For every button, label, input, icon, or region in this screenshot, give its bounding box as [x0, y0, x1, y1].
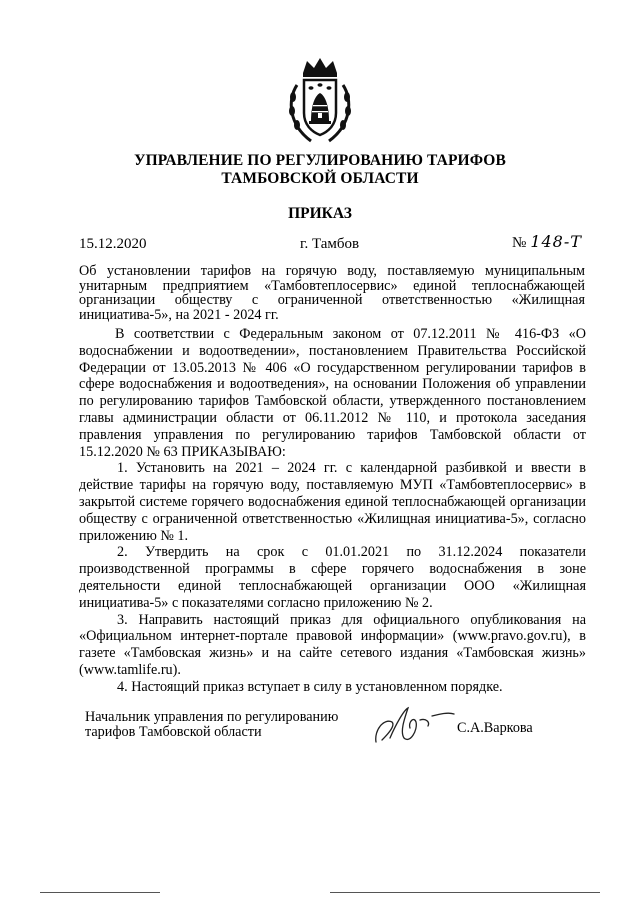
order-date: 15.12.2020 — [79, 236, 147, 252]
order-item-2: 2. Утвердить на срок с 01.01.2021 по 31.12.2024 показатели производственной программы в сфере горячего водоснабжения в зоне деятельности единой теплоснабжающей организации ООО «Жилищная инициатива-5» с показателями согласно приложению № 2. — [79, 544, 586, 611]
document-type-title: ПРИКАЗ — [288, 205, 352, 222]
order-item-4: 4. Настоящий приказ вступает в силу в установленном порядке. — [117, 678, 503, 695]
order-body — [79, 326, 586, 696]
order-item-3: 3. Направить настоящий приказ для официального опубликования на «Официальном интернет-портале правовой информации» (www.pravo.gov.ru), в газете «Тамбовская жизнь» и на сайте сетевого издания «Тамбовская жизнь» (www.tamlife.ru). — [79, 611, 586, 678]
signer-position-line1: Начальник управления по регулированию — [85, 709, 339, 725]
signer-position-line2: тарифов Тамбовской области — [85, 723, 262, 740]
signer-position — [85, 710, 338, 739]
scan-edge-line-left — [40, 892, 160, 893]
preamble-paragraph: В соответствии с Федеральным законом от 07.12.2011 № 416-ФЗ «О водоснабжении и водоотведении», постановлением Правительства Российской Федерации от 13.05.2013 № 406 «О государственном регулировании тарифов в сфере водоснабжения и водоотведения», на основании Положения об управлении по регулированию тарифов Тамбовской области, утвержденного постановлением главы администрации области от 06.11.2012 № 110, и протокола заседания правления управления по регулированию тарифов Тамбовской области от 15.12.2020 № 63 ПРИКАЗЫВАЮ: — [79, 326, 586, 460]
coat-of-arms-icon — [283, 55, 357, 147]
org-title-line1: УПРАВЛЕНИЕ ПО РЕГУЛИРОВАНИЮ ТАРИФОВ — [134, 152, 506, 169]
scan-edge-line-right — [330, 892, 600, 893]
order-subject: Об установлении тарифов на горячую воду, поставляемую муниципальным унитарным предприятием «Тамбовтеплосервис» единой теплоснабжающей организации обществу с ограниченной ответственностью «Жилищная инициатива-5», на 2021 - 2024 гг. — [79, 263, 585, 323]
order-item-1: 1. Установить на 2021 – 2024 гг. с календарной разбивкой и ввести в действие тарифы на горячую воду, поставляемую МУП «Тамбовтеплосервис» в закрытой системе горячего водоснабжения единой теплоснабжающей организации обществу с ограниченной ответственностью «Жилищная инициатива-5», согласно приложению № 1. — [79, 460, 586, 544]
order-number — [512, 232, 582, 252]
order-city: г. Тамбов — [300, 236, 360, 252]
handwritten-signature — [370, 700, 460, 748]
handwritten-number: 148-Т — [530, 232, 582, 251]
signer-name: С.А.Варкова — [457, 720, 533, 736]
number-sign: № — [512, 235, 527, 251]
org-title-line2: ТАМБОВСКОЙ ОБЛАСТИ — [221, 170, 419, 187]
